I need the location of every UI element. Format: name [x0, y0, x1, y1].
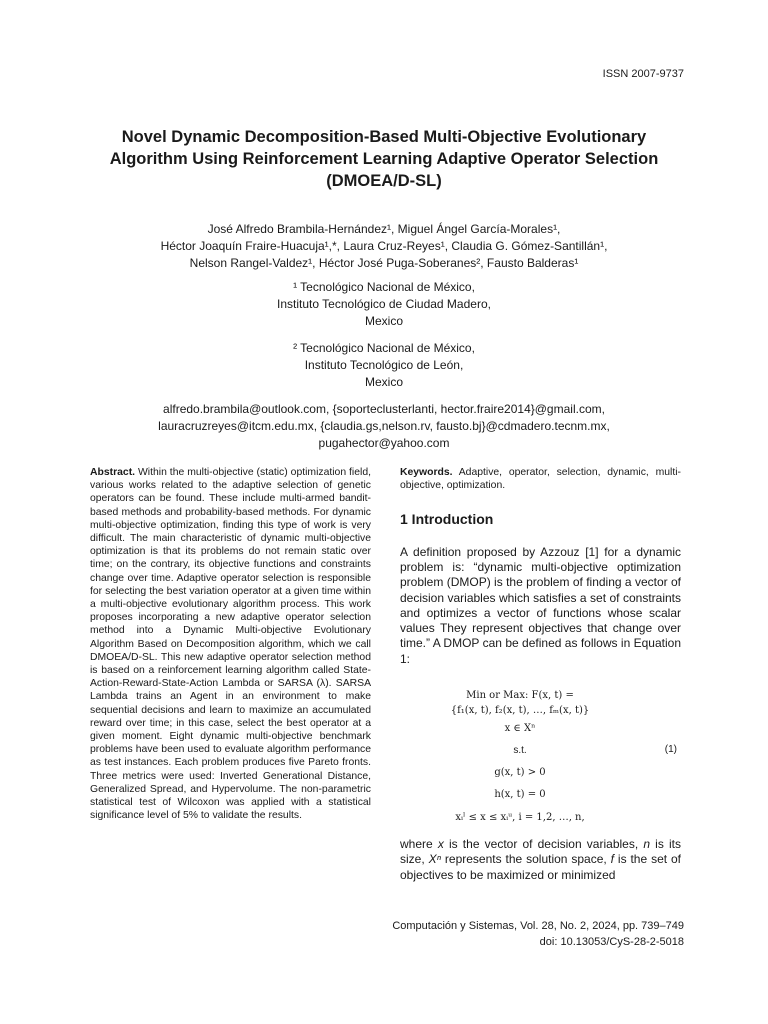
affiliation-line: Instituto Tecnológico de Ciudad Madero,: [277, 297, 491, 311]
paper-title: [70, 126, 698, 192]
math-variable: f: [610, 852, 614, 867]
equation-line: xᵢˡ ≤ x ≤ xᵢᵘ, i = 1,2, …, n,: [455, 811, 585, 823]
text-span: is the set of objectives to be maximized or minimized: [400, 852, 681, 882]
doi: doi: 10.13053/CyS-28-2-5018: [539, 936, 684, 948]
affiliation-line: Mexico: [364, 314, 403, 328]
email-line: pugahector@yahoo.com: [318, 436, 450, 450]
email-line: lauracruzreyes@itcm.edu.mx, {claudia.gs,nelson.rv, fausto.bj}@cdmadero.tecnm.mx,: [158, 419, 610, 433]
text-span: is the vector of decision variables,: [443, 836, 644, 851]
math-variable: Xⁿ: [428, 852, 441, 867]
email-line: alfredo.brambila@outlook.com, {soporteclusterlanti, hector.fraire2014}@gmail.com,: [163, 402, 605, 416]
text-span: where: [400, 836, 438, 851]
journal-citation: Computación y Sistemas, Vol. 28, No. 2, 2024, pp. 739–749: [392, 920, 684, 932]
keywords-label: Keywords.: [400, 467, 453, 478]
equation-line: Min or Max: F(x, t) =: [466, 689, 574, 701]
affiliation-line: ¹ Tecnológico Nacional de México,: [293, 280, 475, 294]
equation-line: g(x, t) > 0: [494, 766, 546, 778]
text-span: is its size,: [400, 836, 681, 867]
abstract-column: [90, 466, 371, 822]
affiliation-line: Instituto Tecnológico de León,: [304, 358, 464, 372]
affiliation-line: ² Tecnológico Nacional de México,: [293, 341, 475, 355]
author-list: [70, 221, 698, 272]
keywords-text: Adaptive, operator, selection, dynamic, multi-objective, optimization.: [400, 467, 681, 492]
math-variable: x: [437, 836, 444, 851]
intro-paragraph: A definition proposed by Azzouz [1] for a dynamic problem is: “dynamic multi-objective optimization problem (DMOP) is the problem of finding a vector of decision variables which satisfies a set of constraints and optimizes a vector of functions whose scalar values They represent objectives that change over time.” A DMOP can be defined as follows in Equation 1:: [400, 544, 681, 666]
equation-1: [400, 681, 681, 831]
text-span: represents the solution space,: [440, 852, 611, 867]
keywords-paragraph: [400, 466, 681, 492]
author-line: Nelson Rangel-Valdez¹, Héctor José Puga-Soberanes², Fausto Balderas¹: [189, 256, 579, 270]
equation-line: h(x, t) = 0: [494, 788, 546, 800]
equation-line: {f₁(x, t), f₂(x, t), …, fₘ(x, t)}: [450, 704, 590, 716]
title-line: (DMOEA/D-SL): [326, 172, 442, 190]
affiliation-2: [70, 340, 698, 391]
author-line: Héctor Joaquín Fraire-Huacuja¹,*, Laura Cruz-Reyes¹, Claudia G. Gómez-Santillán¹,: [160, 239, 608, 253]
affiliation-1: [70, 279, 698, 330]
affiliation-line: Mexico: [364, 375, 403, 389]
equation-line: s.t.: [513, 744, 527, 756]
abstract-paragraph: [90, 466, 371, 822]
title-line: Algorithm Using Reinforcement Learning Adaptive Operator Selection: [109, 150, 659, 168]
abstract-text: Within the multi-objective (static) optimization field, various works related to the adaptive selection of genetic operators can be found. These include multi-armed bandit-based methods and probability-based methods. For dynamic multi-objective optimization, finding this type of work is very difficult. The main characteristic of dynamic multi-objective optimization is that its problems do not remain static over time; on the contrary, its objective functions and constraints change over time. Adaptive operator selection is responsible for selecting the best variation operator at a given time within a multi-objective evolutionary algorithm process. This work proposes incorporating a new adaptive operator selection method into a Dynamic Multi-objective Evolutionary Algorithm Based on Decomposition algorithm, which we call DMOEA/D-SL. This new adaptive operator selection method is based on a reinforcement learning algorithm called State-Action-Reward-State-Action Lambda or SARSA (λ). SARSA Lambda trains an Agent in an environment to make sequential decisions and learn to maximize an accumulated reward over time; in this case, select the best operator at a given moment. Eight dynamic multi-objective benchmark problems have been used to evaluate algorithm performance as test instances. Each problem produces five Pareto fronts. Three metrics were used: Inverted Generational Distance, Generalized Spread, and Hypervolume. The non-parametric statistical test of Wilcoxon was applied with a statistical significance level of 5% to validate the results.: [90, 467, 371, 822]
email-list: [70, 401, 698, 452]
abstract-label: Abstract.: [90, 467, 136, 478]
right-column: [400, 466, 681, 883]
page-footer: [392, 918, 684, 950]
math-variable: n: [643, 836, 651, 851]
title-line: Novel Dynamic Decomposition-Based Multi-Objective Evolutionary: [121, 128, 647, 146]
intro-heading: 1 Introduction: [400, 511, 494, 528]
author-line: José Alfredo Brambila-Hernández¹, Miguel Ángel García-Morales¹,: [207, 222, 561, 236]
issn-header: ISSN 2007-9737: [602, 68, 684, 80]
post-equation-paragraph: [400, 837, 681, 883]
equation-line: x ∈ Xⁿ: [504, 722, 536, 734]
equation-number: (1): [664, 743, 677, 755]
